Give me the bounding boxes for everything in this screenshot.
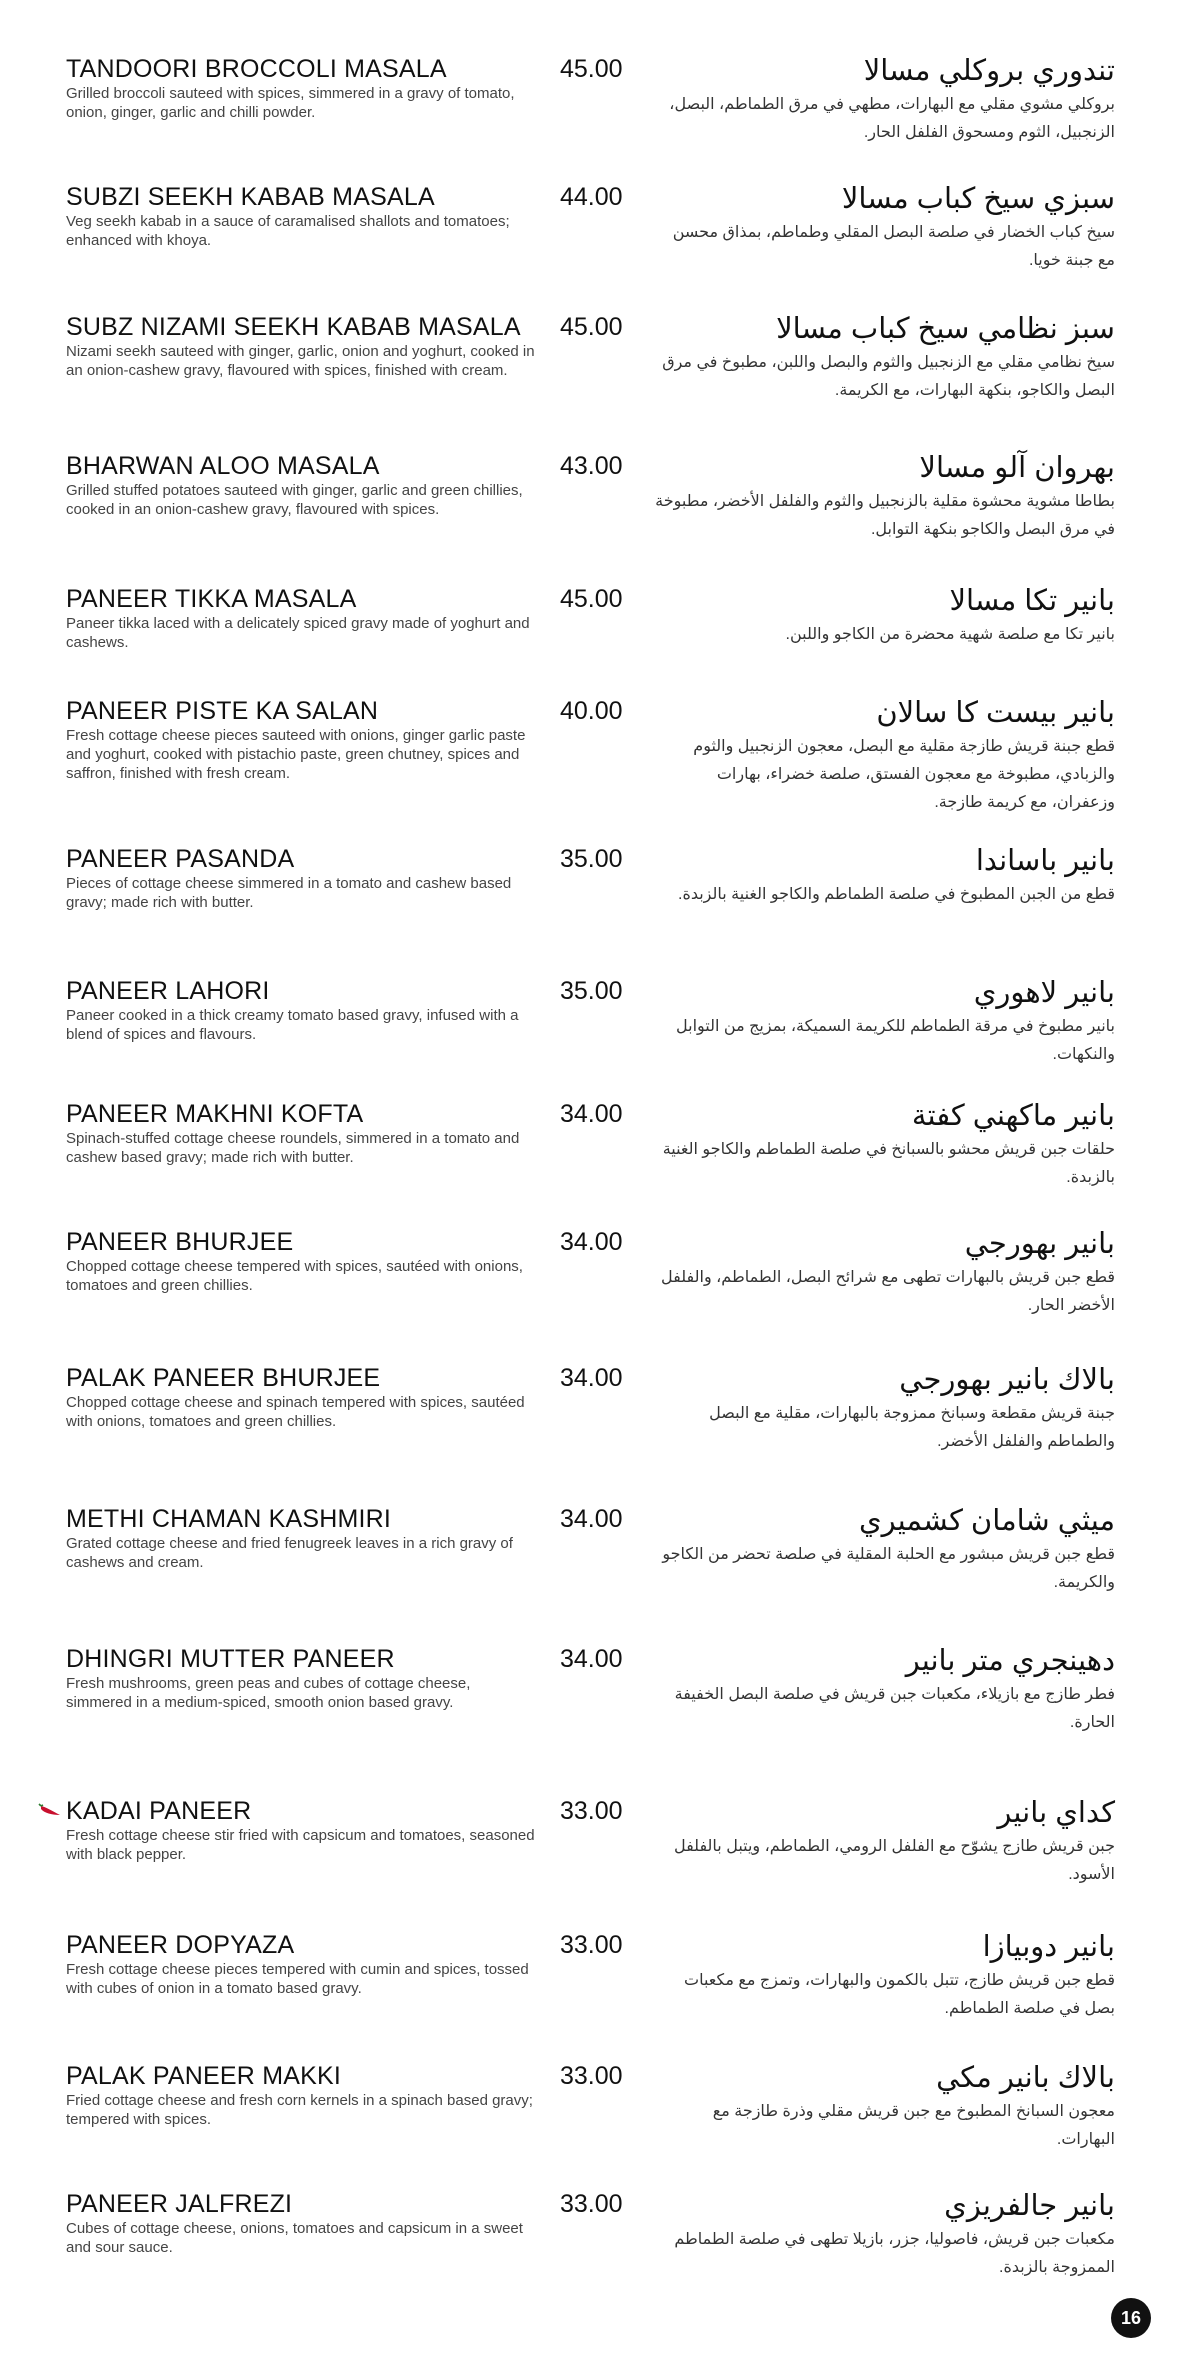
menu-item <box>0 1797 1181 1927</box>
dish-description-arabic: حلقات جبن قريش محشو بالسبانخ في صلصة الطماطم والكاجو الغنية بالزبدة. <box>662 1141 1115 1186</box>
dish-description: Veg seekh kabab in a sauce of caramalised shallots and tomatoes; enhanced with khoya. <box>66 213 510 249</box>
dish-price: 34.00 <box>560 1100 623 1128</box>
dish-price: 45.00 <box>560 585 623 613</box>
dish-price: 33.00 <box>560 1797 623 1825</box>
dish-name-arabic: كداي بانير <box>997 1797 1115 1829</box>
dish-name-arabic: بانير بيست كا سالان <box>876 697 1115 729</box>
menu-item <box>0 1645 1181 1775</box>
dish-description-arabic: قطع من الجبن المطبوخ في صلصة الطماطم والكاجو الغنية بالزبدة. <box>678 886 1115 903</box>
dish-name-arabic: بانير بهورجي <box>964 1228 1115 1260</box>
menu-item <box>0 697 1181 827</box>
dish-name-arabic: بانير جالفريزي <box>944 2190 1115 2222</box>
dish-name: PANEER LAHORI <box>66 977 270 1005</box>
dish-name-arabic: دهينجري متر بانير <box>905 1645 1115 1677</box>
dish-name-arabic: بانير باساندا <box>975 845 1115 877</box>
dish-name: PANEER MAKHNI KOFTA <box>66 1100 364 1128</box>
dish-price: 35.00 <box>560 977 623 1005</box>
dish-description-arabic: معجون السبانخ المطبوخ مع جبن قريش مقلي وذرة طازجة مع البهارات. <box>712 2103 1115 2148</box>
dish-description: Nizami seekh sauteed with ginger, garlic, onion and yoghurt, cooked in an onion-cashew gravy, flavoured with spices, finished with cream. <box>66 343 535 379</box>
menu-item <box>0 1100 1181 1230</box>
dish-name: SUBZ NIZAMI SEEKH KABAB MASALA <box>66 313 521 341</box>
dish-description-arabic: قطع جبن قريش مبشور مع الحلبة المقلية في صلصة تحضر من الكاجو والكريمة. <box>662 1546 1115 1591</box>
dish-name: PANEER DOPYAZA <box>66 1931 295 1959</box>
dish-name-arabic: بهروان آلو مسالا <box>919 452 1115 484</box>
menu-item <box>0 845 1181 975</box>
dish-name: KADAI PANEER <box>66 1797 252 1825</box>
dish-name-arabic: سبز نظامي سيخ كباب مسالا <box>776 313 1115 345</box>
menu-item <box>0 977 1181 1107</box>
menu-item <box>0 55 1181 185</box>
chili-spicy-icon <box>38 1803 62 1817</box>
dish-description: Fresh cottage cheese stir fried with capsicum and tomatoes, seasoned with black pepper. <box>66 1827 535 1863</box>
dish-description-arabic: بانير مطبوخ في مرقة الطماطم للكريمة السميكة، بمزيج من التوابل والنكهات. <box>676 1018 1115 1063</box>
dish-price: 45.00 <box>560 55 623 83</box>
dish-name: PALAK PANEER MAKKI <box>66 2062 341 2090</box>
dish-description: Fresh mushrooms, green peas and cubes of cottage cheese, simmered in a medium-spiced, smooth onion based gravy. <box>66 1675 471 1711</box>
dish-name: SUBZI SEEKH KABAB MASALA <box>66 183 435 211</box>
dish-description: Grilled stuffed potatoes sauteed with ginger, garlic and green chillies, cooked in an onion-cashew gravy, flavoured with spices. <box>66 482 523 518</box>
dish-description-arabic: مكعبات جبن قريش، فاصوليا، جزر، بازيلا تطهى في صلصة الطماطم الممزوجة بالزبدة. <box>674 2231 1115 2276</box>
menu-item <box>0 1228 1181 1358</box>
menu-item <box>0 1364 1181 1494</box>
dish-description-arabic: فطر طازج مع بازيلاء، مكعبات جبن قريش في صلصة البصل الخفيفة الحارة. <box>674 1686 1115 1731</box>
dish-price: 33.00 <box>560 2062 623 2090</box>
dish-description-arabic: قطع جبنة قريش طازجة مقلية مع البصل، معجون الزنجبيل والثوم والزبادي، مطبوخة مع معجون الفستق، صلصة خضراء، بهارات وزعفران، مع كريمة طازجة. <box>693 738 1115 811</box>
dish-name-arabic: ميثي شامان كشميري <box>858 1505 1115 1537</box>
menu-item <box>0 1505 1181 1635</box>
dish-price: 34.00 <box>560 1228 623 1256</box>
dish-name: TANDOORI BROCCOLI MASALA <box>66 55 447 83</box>
dish-name-arabic: بالاك بانير بهورجي <box>899 1364 1115 1396</box>
dish-price: 34.00 <box>560 1364 623 1392</box>
dish-name-arabic: بانير تكا مسالا <box>949 585 1115 617</box>
dish-description-arabic: بروكلي مشوي مقلي مع البهارات، مطهي في مرق الطماطم، البصل، الزنجبيل، الثوم ومسحوق الفلفل الحار. <box>669 96 1115 141</box>
dish-name: PANEER BHURJEE <box>66 1228 294 1256</box>
dish-name: BHARWAN ALOO MASALA <box>66 452 380 480</box>
dish-name: PANEER TIKKA MASALA <box>66 585 357 613</box>
dish-price: 45.00 <box>560 313 623 341</box>
dish-price: 33.00 <box>560 1931 623 1959</box>
menu-item <box>0 2062 1181 2192</box>
dish-description: Grilled broccoli sauteed with spices, simmered in a gravy of tomato, onion, ginger, garlic and chilli powder. <box>66 85 515 121</box>
dish-name: PANEER JALFREZI <box>66 2190 293 2218</box>
dish-name: PANEER PISTE KA SALAN <box>66 697 379 725</box>
dish-description-arabic: بانير تكا مع صلصة شهية محضرة من الكاجو واللبن. <box>785 626 1115 643</box>
menu-item <box>0 2190 1181 2320</box>
menu-item <box>0 183 1181 313</box>
dish-description: Paneer cooked in a thick creamy tomato based gravy, infused with a blend of spices and flavours. <box>66 1007 519 1043</box>
dish-description-arabic: بطاطا مشوية محشوة مقلية بالزنجبيل والثوم والفلفل الأخضر، مطبوخة في مرق البصل والكاجو بنكهة التوابل. <box>655 493 1115 538</box>
dish-description: Fresh cottage cheese pieces sauteed with onions, ginger garlic paste and yoghurt, cooked with pistachio paste, green chutney, spices and saffron, finished with fresh cream. <box>66 727 526 782</box>
dish-description-arabic: قطع جبن قريش طازج، تتبل بالكمون والبهارات، وتمزج مع مكعبات بصل في صلصة الطماطم. <box>684 1972 1115 2017</box>
dish-description: Cubes of cottage cheese, onions, tomatoes and capsicum in a sweet and sour sauce. <box>66 2220 523 2256</box>
dish-description: Paneer tikka laced with a delicately spiced gravy made of yoghurt and cashews. <box>66 615 530 651</box>
dish-price: 33.00 <box>560 2190 623 2218</box>
dish-price: 34.00 <box>560 1645 623 1673</box>
dish-name-arabic: بانير لاهوري <box>973 977 1115 1009</box>
dish-name: PALAK PANEER BHURJEE <box>66 1364 381 1392</box>
dish-name: METHI CHAMAN KASHMIRI <box>66 1505 392 1533</box>
dish-description: Pieces of cottage cheese simmered in a tomato and cashew based gravy; made rich with butter. <box>66 875 512 911</box>
dish-description: Chopped cottage cheese tempered with spices, sautéed with onions, tomatoes and green chillies. <box>66 1258 523 1294</box>
dish-name-arabic: تندوري بروكلي مسالا <box>863 55 1115 87</box>
menu-item <box>0 1931 1181 2061</box>
dish-description-arabic: قطع جبن قريش بالبهارات تطهى مع شرائح البصل، الطماطم، والفلفل الأخضر الحار. <box>661 1269 1115 1314</box>
dish-price: 44.00 <box>560 183 623 211</box>
menu-item <box>0 452 1181 582</box>
dish-description-arabic: جبنة قريش مقطعة وسبانخ ممزوجة بالبهارات، مقلية مع البصل والطماطم والفلفل الأخضر. <box>709 1405 1115 1450</box>
dish-description: Grated cottage cheese and fried fenugreek leaves in a rich gravy of cashews and cream. <box>66 1535 513 1571</box>
dish-description: Fried cottage cheese and fresh corn kernels in a spinach based gravy; tempered with spices. <box>66 2092 533 2128</box>
dish-description-arabic: سيخ نظامي مقلي مع الزنجبيل والثوم والبصل واللبن، مطبوخ في مرق البصل والكاجو، بنكهة البهارات، مع الكريمة. <box>662 354 1115 399</box>
dish-name-arabic: سبزي سيخ كباب مسالا <box>841 183 1115 215</box>
dish-name: PANEER PASANDA <box>66 845 295 873</box>
dish-price: 43.00 <box>560 452 623 480</box>
dish-description-arabic: سيخ كباب الخضار في صلصة البصل المقلي وطماطم، بمذاق محسن مع جبنة خويا. <box>672 224 1115 269</box>
dish-name-arabic: بانير دوبيازا <box>982 1931 1115 1963</box>
dish-description: Spinach-stuffed cottage cheese roundels, simmered in a tomato and cashew based gravy; made rich with butter. <box>66 1130 520 1166</box>
dish-price: 35.00 <box>560 845 623 873</box>
menu-item <box>0 313 1181 443</box>
dish-description-arabic: جبن قريش طازج يشوّح مع الفلفل الرومي، الطماطم، ويتبل بالفلفل الأسود. <box>673 1838 1115 1883</box>
dish-name-arabic: بانير ماكهني كفتة <box>911 1100 1115 1132</box>
page-number-badge: 16 <box>1111 2298 1151 2338</box>
dish-description: Chopped cottage cheese and spinach tempered with spices, sautéed with onions, tomatoes and green chillies. <box>66 1394 525 1430</box>
dish-name: DHINGRI MUTTER PANEER <box>66 1645 395 1673</box>
dish-price: 40.00 <box>560 697 623 725</box>
dish-name-arabic: بالاك بانير مكي <box>936 2062 1115 2094</box>
dish-price: 34.00 <box>560 1505 623 1533</box>
dish-description: Fresh cottage cheese pieces tempered with cumin and spices, tossed with cubes of onion in a tomato based gravy. <box>66 1961 529 1997</box>
